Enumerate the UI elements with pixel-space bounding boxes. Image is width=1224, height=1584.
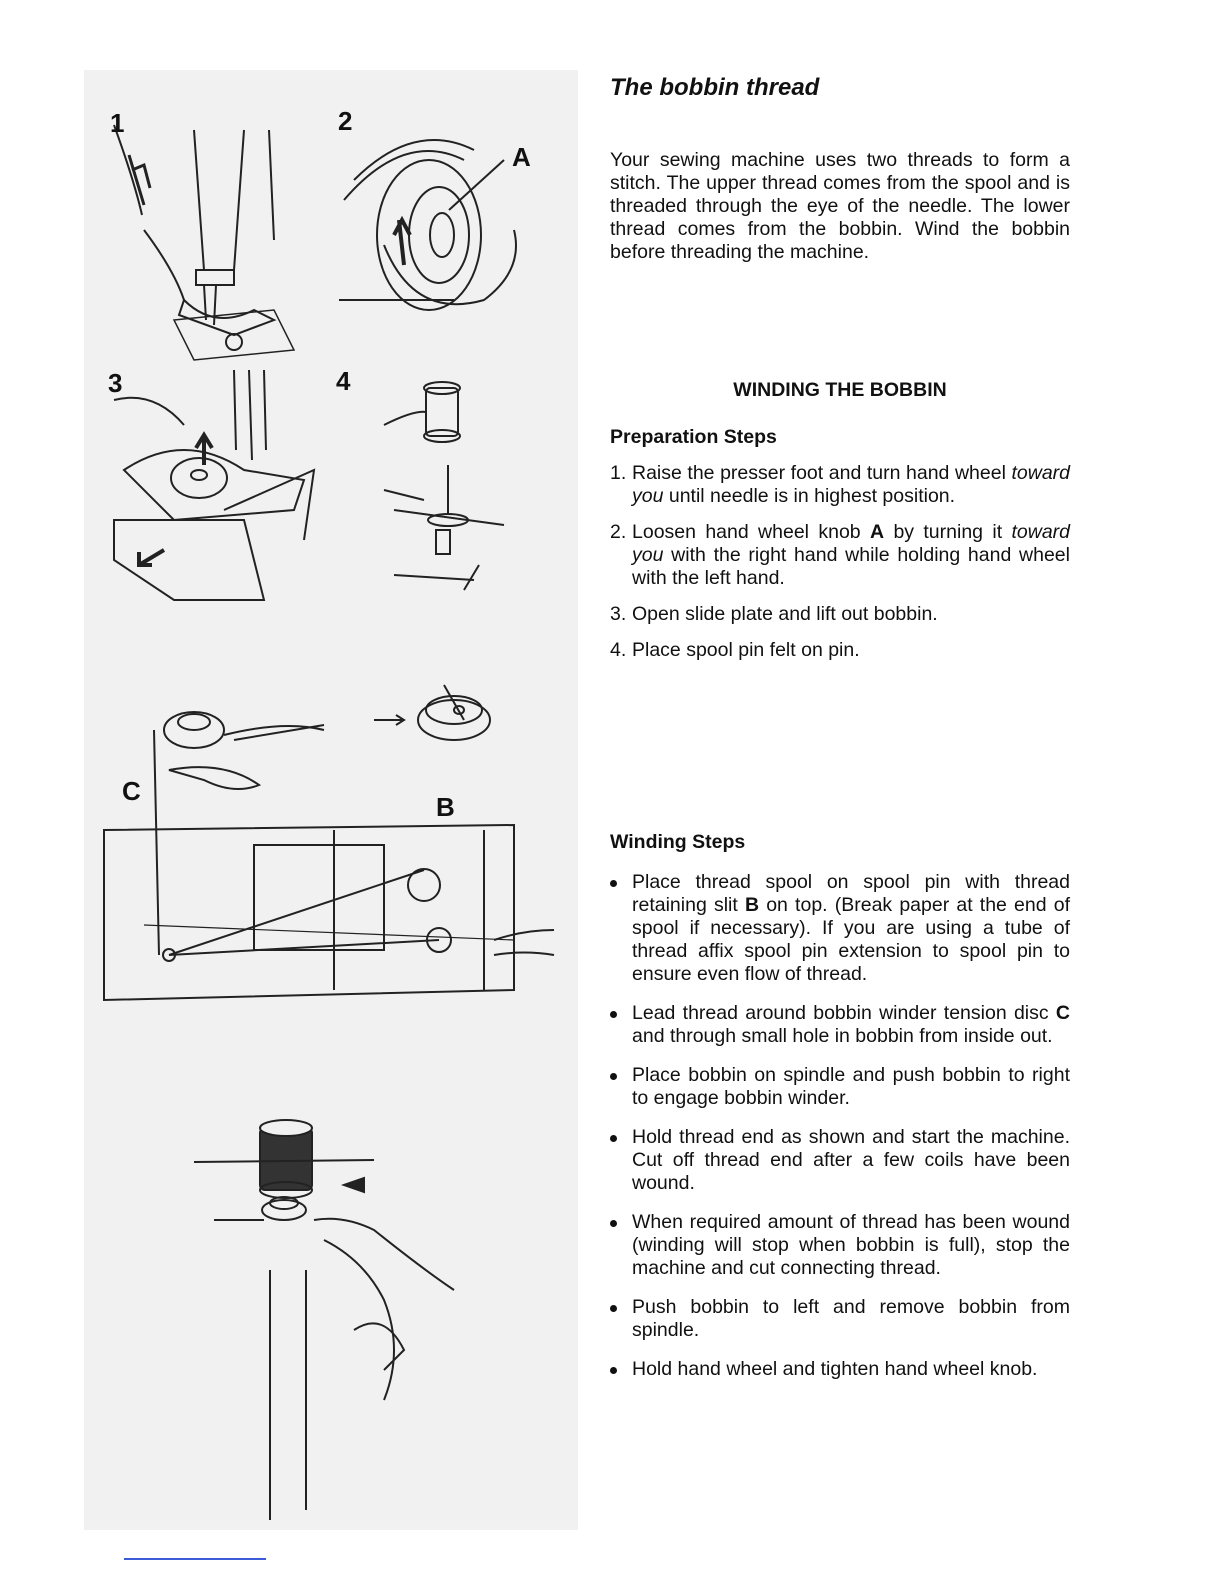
preparation-step: 4. Place spool pin felt on pin. [610, 639, 860, 661]
figure-label-1: 1 [110, 108, 125, 138]
callout-b: B [436, 792, 455, 822]
section-heading: WINDING THE BOBBIN [733, 379, 947, 401]
figure-bobbin-winding [194, 1120, 454, 1520]
bullet-icon [610, 1135, 617, 1142]
bullet-icon [610, 1011, 617, 1018]
figure-tension-disc [164, 685, 490, 789]
page-title: The bobbin thread [610, 74, 820, 101]
winding-step: When required amount of thread has been wound (winding will stop when bobbin is full), stop the machine and cut connecting thread. [610, 1211, 1070, 1280]
figure-4-spool-pin-felt [384, 382, 504, 590]
figure-1-needle-raise [114, 125, 294, 360]
bullet-icon [610, 1367, 617, 1374]
bullet-icon [610, 1220, 617, 1227]
figure-2-hand-wheel [339, 140, 516, 310]
winding-step: Hold hand wheel and tighten hand wheel knob. [610, 1358, 1070, 1381]
winding-step: Push bobbin to left and remove bobbin from spindle. [610, 1296, 1070, 1342]
callout-a: A [512, 142, 531, 172]
illustration-panel [84, 70, 578, 1530]
bullet-icon [610, 1073, 617, 1080]
winding-step: Hold thread end as shown and start the machine. Cut off thread end after a few coils have been wound. [610, 1126, 1070, 1195]
winding-step: Place bobbin on spindle and push bobbin to right to engage bobbin winder. [610, 1064, 1070, 1110]
preparation-heading: Preparation Steps [610, 426, 777, 448]
winding-step: Lead thread around bobbin winder tension disc C and through small hole in bobbin from inside out. [610, 1002, 1070, 1048]
bullet-icon [610, 1305, 617, 1312]
winding-heading: Winding Steps [610, 831, 746, 853]
bullet-icon [610, 880, 617, 887]
preparation-step: 3. Open slide plate and lift out bobbin. [610, 603, 938, 625]
footer-rule [124, 1558, 266, 1560]
figure-label-4: 4 [336, 366, 351, 396]
winding-step: Place thread spool on spool pin with thread retaining slit B on top. (Break paper at the end of spool if necessary). If you are using a tube of thread affix spool pin extension to spool pin to ensure even flow of thread. [610, 871, 1070, 986]
callout-c: C [122, 776, 141, 806]
figure-3-bobbin-removal [114, 370, 314, 600]
figure-label-3: 3 [108, 368, 123, 398]
preparation-steps [610, 462, 1070, 662]
winding-steps [610, 871, 1070, 1381]
preparation-step: 2. Loosen hand wheel knob A by turning it toward you with the right hand while holding hand wheel with the left hand. [610, 521, 1070, 589]
preparation-step: 1. Raise the presser foot and turn hand wheel toward you until needle is in highest position. [610, 462, 1070, 507]
intro-paragraph: Your sewing machine uses two threads to form a stitch. The upper thread comes from the spool and is threaded through the eye of the needle. The lower thread comes from the bobbin. Wind the bobbin before threading the machine. [610, 149, 1070, 263]
figure-label-2: 2 [338, 106, 353, 136]
sewing-illustrations [84, 70, 578, 1530]
